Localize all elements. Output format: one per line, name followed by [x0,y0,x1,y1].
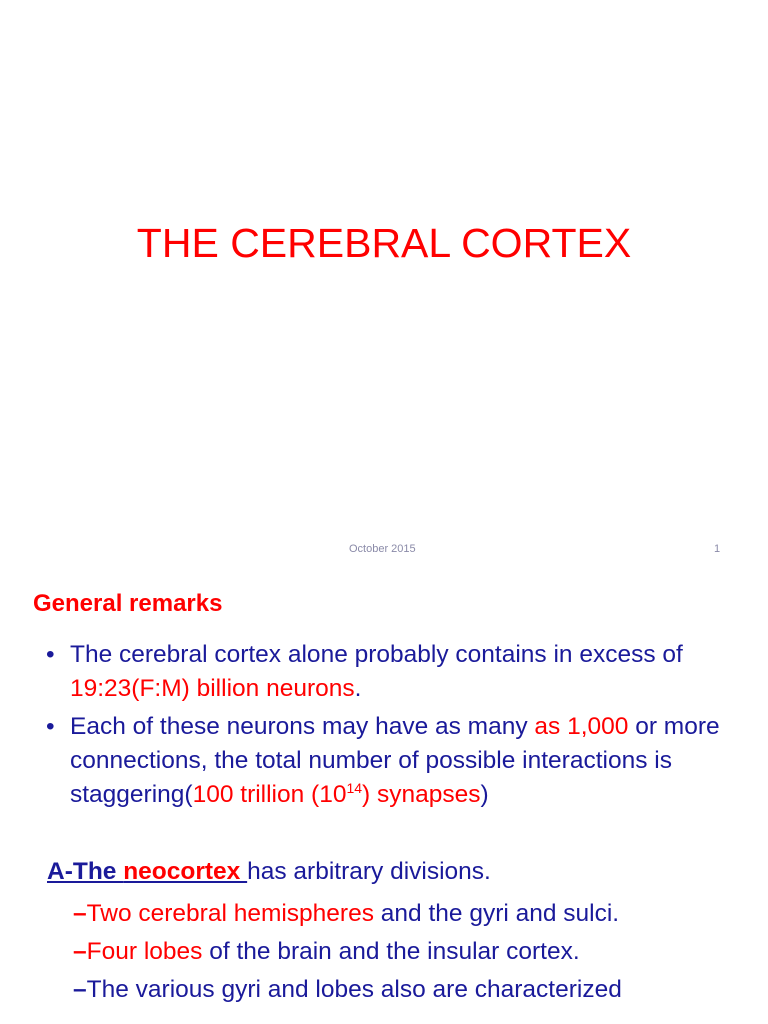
bullet-text: Each of these neurons may have as many [70,713,535,740]
bullet-list [46,638,746,816]
bullet-highlight: 19:23(F:M) billion neurons [70,675,355,702]
sub-highlight: Four lobes [86,938,203,965]
bullet-text-mid: or more connections, the total number of possible interactions is staggering( [70,713,720,808]
bullet-highlight: ) synapses [362,781,481,808]
dash-icon: – [73,900,87,927]
sub-text: of the brain and the insular cortex. [202,938,580,965]
section-label: A-The [47,858,124,885]
section-text: has arbitrary divisions. [247,858,491,885]
section-heading: General remarks [33,590,223,617]
sub-item [73,973,753,1007]
sub-text: The various gyri and lobes also are characterized [86,976,622,1003]
footer-date: October 2015 [349,543,416,555]
dash-icon: – [73,976,87,1003]
sub-text: and the gyri and sulci. [373,900,620,927]
page-number: 1 [714,543,721,555]
bullet-item [46,710,746,812]
slide-title: THE CEREBRAL CORTEX [136,220,632,266]
sub-item [73,897,753,931]
bullet-text-end: . [354,675,362,702]
bullet-highlight: 100 trillion (10 [192,781,347,808]
bullet-item [46,638,746,706]
content-slide [0,566,768,1024]
sub-highlight: Two cerebral hemispheres [86,900,374,927]
bullet-text-end: ) [480,781,489,808]
section-keyword: neocortex [123,858,248,885]
dash-icon: – [73,938,87,965]
neocortex-heading [47,855,491,889]
bullet-text: The cerebral cortex alone probably contains in excess of [70,641,683,668]
sub-item [73,935,753,969]
bullet-dot-icon: • [46,641,55,668]
bullet-dot-icon: • [46,713,55,740]
superscript: 14 [346,780,363,796]
sub-list [73,897,753,1011]
bullet-highlight: as 1,000 [534,713,629,740]
